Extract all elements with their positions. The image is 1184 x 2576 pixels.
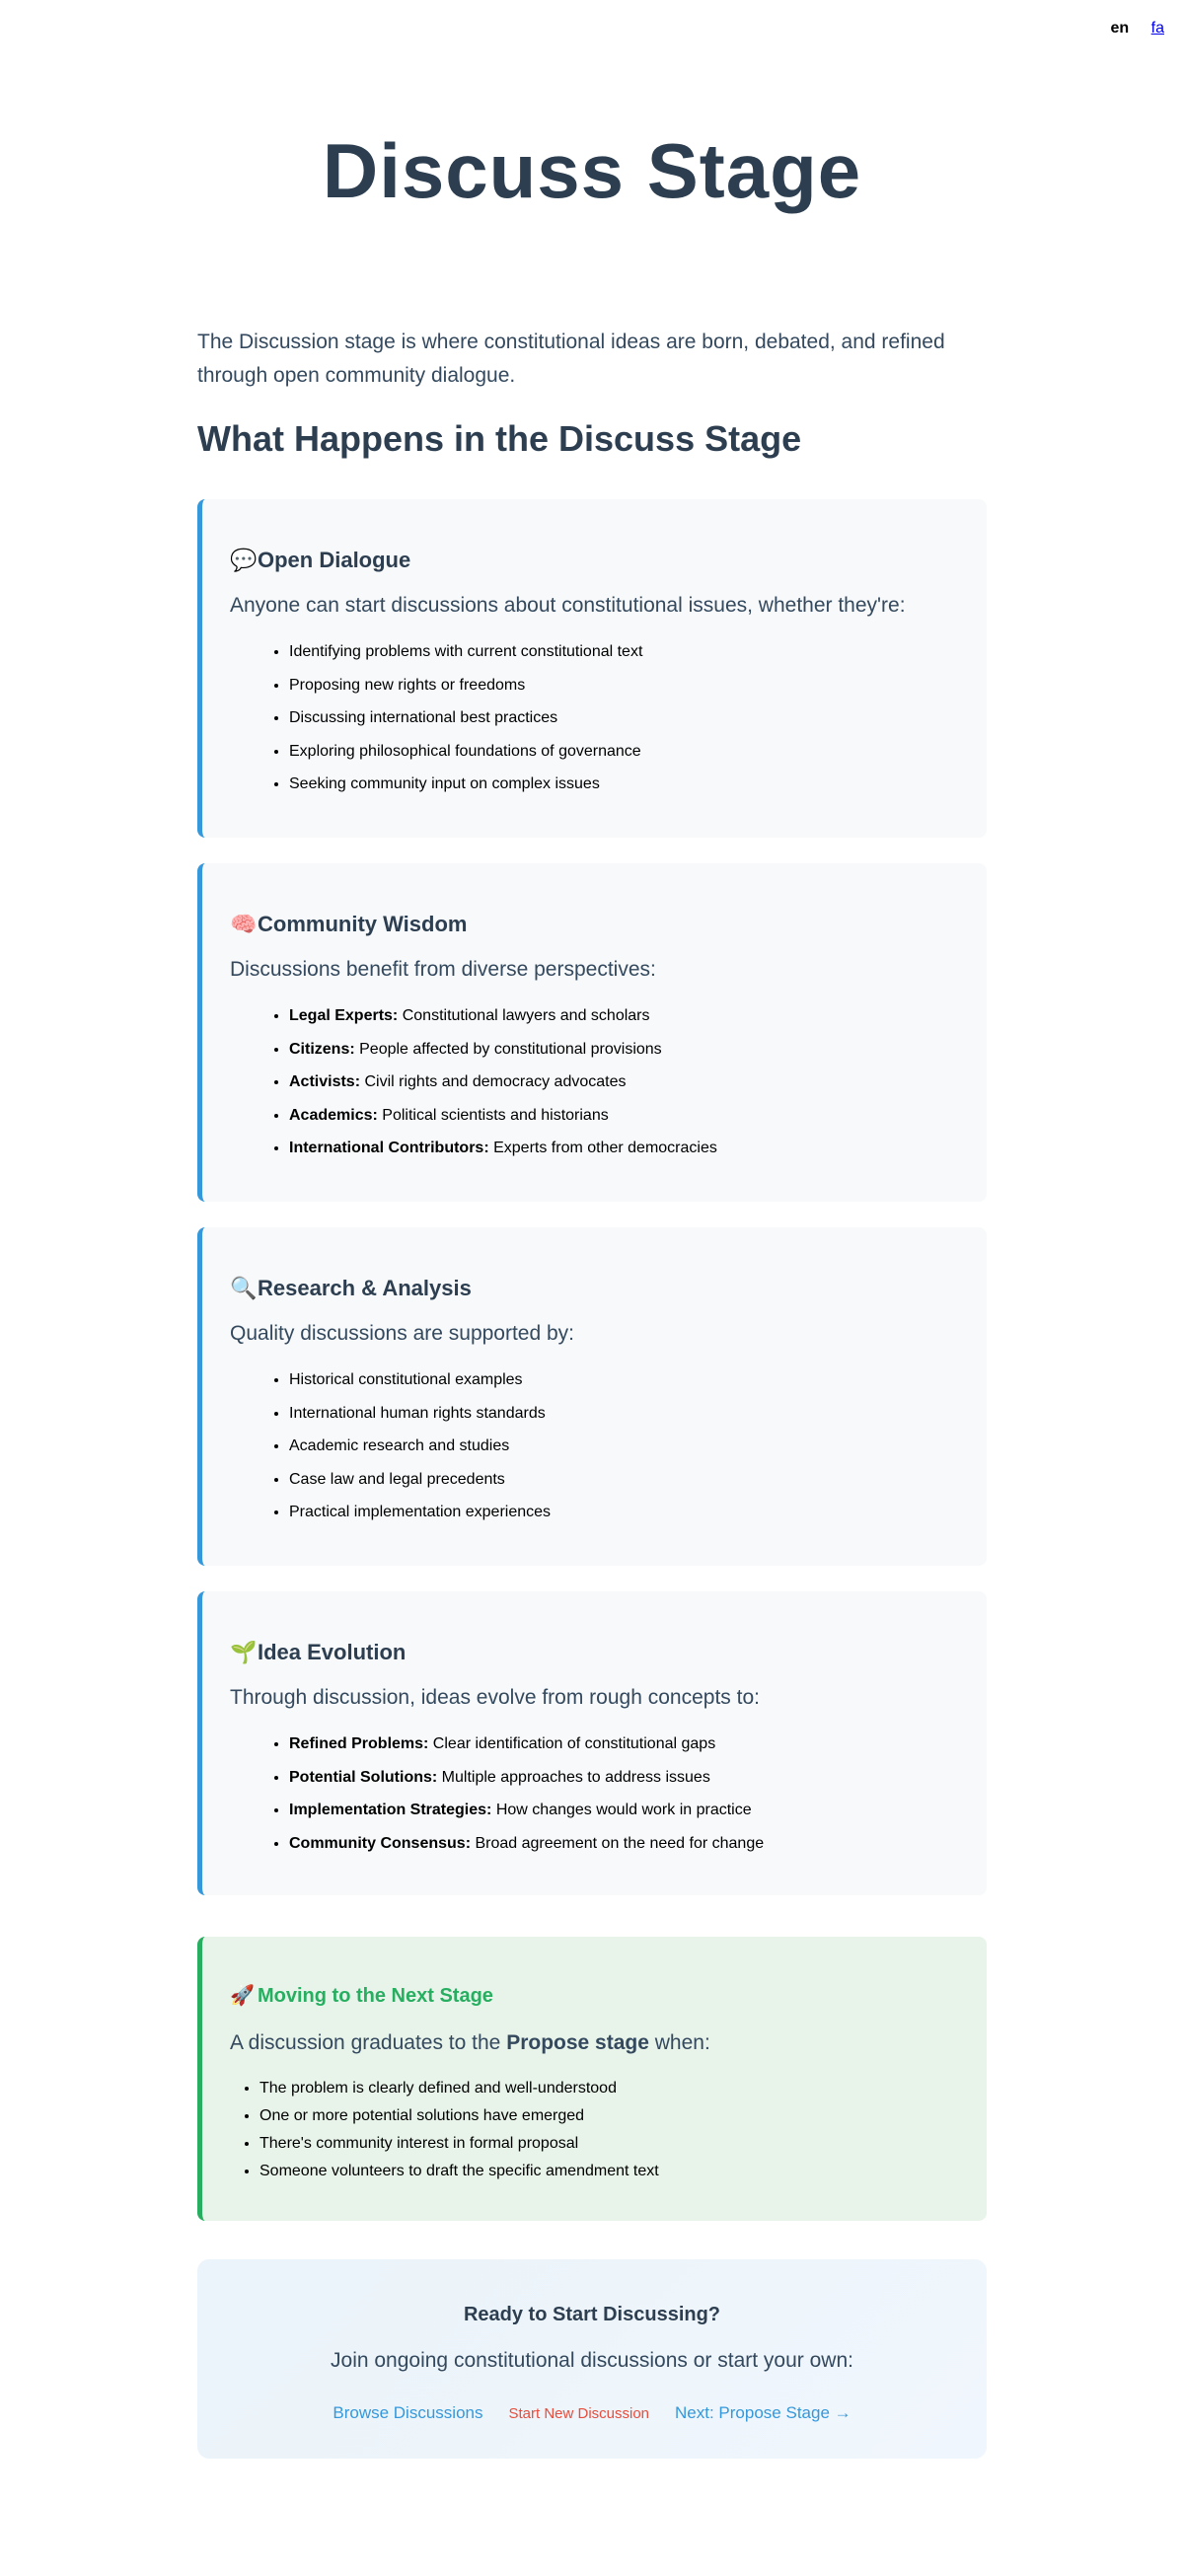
section-title: What Happens in the Discuss Stage xyxy=(197,418,802,459)
card-title: 🚀 Moving to the Next Stage xyxy=(230,1985,493,2007)
list-item: • International Contributors: Experts from other democracies xyxy=(289,1139,959,1157)
language-current: en xyxy=(1110,20,1130,37)
card-lead: Quality discussions are supported by: xyxy=(230,1322,575,1345)
list-item: • Academic research and studies xyxy=(289,1436,959,1455)
list-item: • There's community interest in formal proposal xyxy=(259,2134,959,2153)
list-item: • Seeking community input on complex issues xyxy=(289,774,959,793)
card-open-dialogue xyxy=(197,499,987,838)
list-item: • Discussing international best practices xyxy=(289,708,959,727)
card-title: 🧠Community Wisdom xyxy=(230,912,468,936)
card-list xyxy=(230,1370,959,1536)
list-item: • Identifying problems with current constitutional text xyxy=(289,642,959,661)
speech-bubble-icon: 💬 xyxy=(230,548,258,572)
list-item: • Historical constitutional examples xyxy=(289,1370,959,1389)
list-item: • Community Consensus: Broad agreement on the need for change xyxy=(289,1834,959,1853)
list-item: • Implementation Strategies: How changes would work in practice xyxy=(289,1801,959,1819)
card-title: 🌱Idea Evolution xyxy=(230,1640,407,1664)
card-lead: Discussions benefit from diverse perspectives: xyxy=(230,958,656,981)
list-item: • Academics: Political scientists and historians xyxy=(289,1106,959,1125)
list-item: • Practical implementation experiences xyxy=(289,1503,959,1521)
list-item: • The problem is clearly defined and well-understood xyxy=(259,2079,959,2098)
list-item: • Case law and legal precedents xyxy=(289,1470,959,1489)
card-lead: A discussion graduates to the Propose stage when: xyxy=(230,2031,710,2054)
card-lead: Anyone can start discussions about constitutional issues, whether they're: xyxy=(230,594,906,617)
card-title: 💬Open Dialogue xyxy=(230,548,411,572)
list-item: • Proposing new rights or freedoms xyxy=(289,676,959,695)
rocket-icon: 🚀 xyxy=(230,1985,255,2007)
card-title: 🔍Research & Analysis xyxy=(230,1276,472,1300)
list-item: • Exploring philosophical foundations of governance xyxy=(289,742,959,761)
magnifier-icon: 🔍 xyxy=(230,1276,258,1300)
language-switcher xyxy=(1111,20,1164,37)
card-research-analysis xyxy=(197,1227,987,1566)
intro-paragraph: The Discussion stage is where constitutional ideas are born, debated, and refined through open community dialogue. xyxy=(197,331,945,387)
list-item: • Someone volunteers to draft the specific amendment text xyxy=(259,2162,959,2180)
list-item: • Legal Experts: Constitutional lawyers and scholars xyxy=(289,1006,959,1025)
card-list xyxy=(230,2079,959,2189)
card-next-stage xyxy=(197,1937,987,2221)
list-item: • Citizens: People affected by constitutional provisions xyxy=(289,1040,959,1059)
card-lead: Through discussion, ideas evolve from rough concepts to: xyxy=(230,1686,760,1709)
list-item: • International human rights standards xyxy=(289,1404,959,1423)
brain-icon: 🧠 xyxy=(230,912,258,936)
card-list xyxy=(230,1006,959,1172)
list-item: • One or more potential solutions have emerged xyxy=(259,2106,959,2125)
seedling-icon: 🌱 xyxy=(230,1640,258,1664)
next-propose-stage-link[interactable]: Next: Propose Stage → xyxy=(675,2403,851,2422)
browse-discussions-link[interactable]: Browse Discussions xyxy=(333,2403,483,2422)
start-new-discussion-link[interactable]: Start New Discussion xyxy=(508,2405,650,2422)
cta-text: Join ongoing constitutional discussions or start your own: xyxy=(331,2349,853,2372)
card-list xyxy=(230,642,959,808)
cta-links xyxy=(197,2403,987,2423)
card-idea-evolution xyxy=(197,1591,987,1895)
list-item: • Activists: Civil rights and democracy advocates xyxy=(289,1072,959,1091)
page-title: Discuss Stage xyxy=(322,127,862,214)
list-item: • Refined Problems: Clear identification of constitutional gaps xyxy=(289,1734,959,1753)
cta-title: Ready to Start Discussing? xyxy=(463,2304,721,2325)
list-item: • Potential Solutions: Multiple approaches to address issues xyxy=(289,1768,959,1787)
cta-box xyxy=(197,2259,987,2459)
card-list xyxy=(230,1734,959,1867)
card-community-wisdom xyxy=(197,863,987,1202)
language-link-fa[interactable]: fa xyxy=(1150,20,1164,37)
